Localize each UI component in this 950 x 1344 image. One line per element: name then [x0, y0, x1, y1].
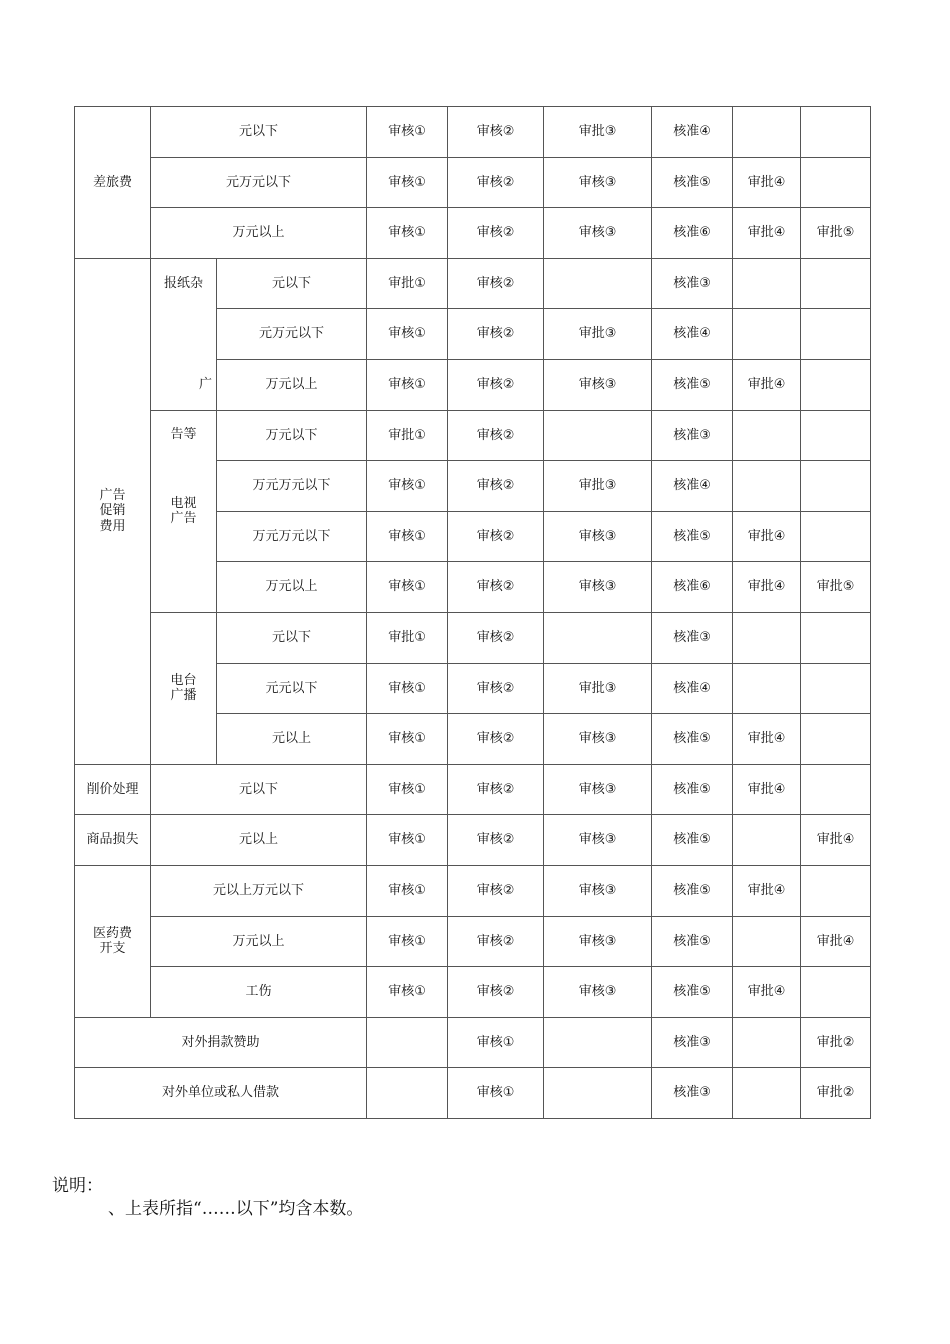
approval-cell: 审批④	[733, 511, 801, 562]
approval-cell: 审核②	[448, 562, 544, 613]
approval-cell	[733, 461, 801, 512]
amount-cell: 万元万元以下	[217, 461, 367, 512]
approval-cell: 审核①	[367, 663, 448, 714]
approval-cell: 审核③	[544, 865, 652, 916]
approval-cell: 审核③	[544, 967, 652, 1018]
approval-cell: 审核①	[367, 967, 448, 1018]
approval-cell: 审批④	[733, 157, 801, 208]
amount-cell: 元以上	[217, 714, 367, 765]
approval-cell: 审核②	[448, 359, 544, 410]
amount-cell: 元以下	[217, 612, 367, 663]
approval-cell: 审核②	[448, 967, 544, 1018]
approval-cell: 审批④	[733, 967, 801, 1018]
approval-cell	[801, 663, 871, 714]
approval-cell: 审批①	[367, 410, 448, 461]
amount-cell: 元以下	[217, 258, 367, 309]
subcategory-label-line: 电视	[170, 495, 197, 511]
approval-cell	[801, 309, 871, 360]
approval-cell	[544, 612, 652, 663]
table-row	[75, 916, 871, 967]
approval-cell: 核准⑥	[652, 562, 733, 613]
approval-cell: 审批④	[733, 359, 801, 410]
approval-cell: 审核②	[448, 107, 544, 158]
approval-cell: 核准⑤	[652, 157, 733, 208]
approval-cell: 核准④	[652, 309, 733, 360]
approval-cell: 审核①	[367, 157, 448, 208]
approval-cell	[733, 663, 801, 714]
approval-cell	[733, 410, 801, 461]
category-cell-ad-promotion	[75, 258, 151, 764]
approval-cell: 审核③	[544, 764, 652, 815]
approval-cell: 审批③	[544, 107, 652, 158]
approval-cell: 审核①	[367, 916, 448, 967]
table-row	[75, 258, 871, 309]
approval-cell: 核准⑤	[652, 967, 733, 1018]
approval-cell: 审核①	[448, 1017, 544, 1068]
approval-cell	[367, 1017, 448, 1068]
approval-cell: 审核③	[544, 511, 652, 562]
approval-cell	[367, 1068, 448, 1119]
approval-authority-table	[74, 106, 871, 1119]
approval-cell	[733, 1068, 801, 1119]
approval-cell: 核准④	[652, 663, 733, 714]
approval-cell	[544, 410, 652, 461]
approval-cell: 审核②	[448, 612, 544, 663]
table-row	[75, 612, 871, 663]
approval-cell	[801, 157, 871, 208]
approval-cell: 审核②	[448, 461, 544, 512]
approval-cell	[801, 612, 871, 663]
approval-cell: 审批④	[801, 815, 871, 866]
approval-cell: 审核②	[448, 157, 544, 208]
approval-cell	[733, 916, 801, 967]
approval-cell	[801, 764, 871, 815]
category-cell-medical	[75, 865, 151, 1017]
approval-cell: 核准③	[652, 258, 733, 309]
subcategory-label-line: 电台	[170, 672, 197, 688]
amount-cell: 万元以下	[217, 410, 367, 461]
category-cell: 削价处理	[75, 764, 151, 815]
approval-cell: 审核①	[367, 107, 448, 158]
approval-cell: 核准③	[652, 1017, 733, 1068]
subcategory-label-line: 报纸杂	[163, 275, 203, 291]
approval-cell: 核准⑤	[652, 815, 733, 866]
approval-cell: 审核②	[448, 714, 544, 765]
approval-cell	[801, 865, 871, 916]
category-label-line: 广告	[99, 487, 126, 503]
amount-cell: 元以上万元以下	[151, 865, 367, 916]
approval-cell: 审核②	[448, 258, 544, 309]
table-row	[75, 815, 871, 866]
approval-cell	[801, 511, 871, 562]
approval-cell: 审核②	[448, 663, 544, 714]
approval-cell: 审批④	[733, 865, 801, 916]
approval-cell	[801, 258, 871, 309]
approval-cell: 核准⑤	[652, 916, 733, 967]
approval-cell: 审批⑤	[801, 208, 871, 259]
approval-cell: 审核①	[367, 208, 448, 259]
table-row	[75, 865, 871, 916]
approval-cell: 审核①	[367, 511, 448, 562]
amount-cell: 元万元以下	[151, 157, 367, 208]
approval-cell: 审批③	[544, 663, 652, 714]
approval-cell: 审核②	[448, 511, 544, 562]
approval-cell: 审核②	[448, 309, 544, 360]
category-label-line: 费用	[99, 519, 126, 535]
approval-cell	[733, 1017, 801, 1068]
approval-cell: 核准③	[652, 612, 733, 663]
approval-cell: 审核①	[367, 461, 448, 512]
approval-cell: 审核①	[367, 359, 448, 410]
approval-cell: 审批③	[544, 309, 652, 360]
approval-cell: 审核②	[448, 865, 544, 916]
approval-cell: 审批④	[733, 208, 801, 259]
approval-cell: 审核②	[448, 815, 544, 866]
amount-cell: 工伤	[151, 967, 367, 1018]
approval-cell: 审核③	[544, 916, 652, 967]
approval-cell: 审核③	[544, 815, 652, 866]
category-cell: 对外捐款赞助	[75, 1017, 367, 1068]
approval-cell: 审核③	[544, 359, 652, 410]
table-row	[75, 208, 871, 259]
approval-cell	[801, 714, 871, 765]
approval-cell: 核准⑤	[652, 714, 733, 765]
approval-cell: 审核①	[367, 562, 448, 613]
approval-cell: 核准⑤	[652, 511, 733, 562]
approval-cell: 核准③	[652, 410, 733, 461]
approval-cell: 审核②	[448, 764, 544, 815]
amount-cell: 元万元以下	[217, 309, 367, 360]
approval-cell: 核准⑤	[652, 359, 733, 410]
category-label-line: 开支	[99, 941, 126, 957]
approval-cell	[801, 461, 871, 512]
amount-cell: 元以上	[151, 815, 367, 866]
approval-cell: 审批④	[733, 562, 801, 613]
approval-cell: 核准④	[652, 107, 733, 158]
approval-cell	[544, 1068, 652, 1119]
subcategory-cell-radio	[151, 612, 217, 764]
amount-cell: 元以下	[151, 764, 367, 815]
approval-cell: 审批①	[367, 612, 448, 663]
approval-cell: 审核①	[367, 815, 448, 866]
approval-cell	[544, 258, 652, 309]
amount-cell: 万元以上	[217, 562, 367, 613]
approval-cell: 核准⑤	[652, 865, 733, 916]
approval-cell: 审核①	[367, 309, 448, 360]
table-row	[75, 967, 871, 1018]
approval-cell	[733, 258, 801, 309]
approval-cell: 审批④	[733, 764, 801, 815]
subcategory-cell-newspaper	[151, 258, 217, 442]
approval-cell	[733, 815, 801, 866]
amount-cell: 万元以上	[217, 359, 367, 410]
amount-cell: 万元以上	[151, 208, 367, 259]
subcategory-label-line: 广	[198, 376, 212, 392]
approval-cell	[733, 309, 801, 360]
subcategory-label-line: 告等	[170, 426, 197, 442]
table-row	[75, 1068, 871, 1119]
approval-cell: 审核③	[544, 714, 652, 765]
approval-cell: 审核①	[367, 764, 448, 815]
table-row	[75, 157, 871, 208]
approval-cell: 审核①	[367, 865, 448, 916]
approval-cell: 审批④	[801, 916, 871, 967]
category-cell: 商品损失	[75, 815, 151, 866]
amount-cell: 万元万元以下	[217, 511, 367, 562]
category-label-line: 医药费	[92, 925, 132, 941]
approval-cell	[801, 107, 871, 158]
amount-cell: 元以下	[151, 107, 367, 158]
approval-cell: 审批②	[801, 1017, 871, 1068]
notes-heading: 说明：	[52, 1176, 103, 1196]
approval-cell	[733, 612, 801, 663]
approval-cell: 审核③	[544, 208, 652, 259]
approval-cell	[801, 359, 871, 410]
table-row	[75, 107, 871, 158]
approval-cell: 审批③	[544, 461, 652, 512]
approval-cell: 审核①	[367, 714, 448, 765]
approval-cell: 核准③	[652, 1068, 733, 1119]
approval-cell	[801, 967, 871, 1018]
approval-cell	[544, 1017, 652, 1068]
category-cell: 对外单位或私人借款	[75, 1068, 367, 1119]
approval-cell: 审批④	[733, 714, 801, 765]
approval-cell: 核准⑥	[652, 208, 733, 259]
amount-cell: 元元以下	[217, 663, 367, 714]
approval-cell: 审批⑤	[801, 562, 871, 613]
approval-cell: 核准⑤	[652, 764, 733, 815]
amount-cell: 万元以上	[151, 916, 367, 967]
approval-cell: 审核②	[448, 208, 544, 259]
approval-cell	[733, 107, 801, 158]
category-cell: 差旅费	[75, 107, 151, 259]
approval-cell: 审核②	[448, 410, 544, 461]
approval-cell	[801, 410, 871, 461]
approval-cell: 核准④	[652, 461, 733, 512]
approval-cell: 审批②	[801, 1068, 871, 1119]
subcategory-label-line: 广播	[170, 688, 197, 704]
table-row	[75, 764, 871, 815]
category-label-line: 促销	[99, 503, 126, 519]
notes-item: 、上表所指“……以下”均含本数。	[108, 1199, 364, 1219]
approval-cell: 审核②	[448, 916, 544, 967]
approval-cell: 审核①	[448, 1068, 544, 1119]
subcategory-label-line: 广告	[170, 511, 197, 527]
table-row	[75, 1017, 871, 1068]
approval-cell: 审核③	[544, 562, 652, 613]
approval-cell: 审批①	[367, 258, 448, 309]
approval-cell: 审核③	[544, 157, 652, 208]
